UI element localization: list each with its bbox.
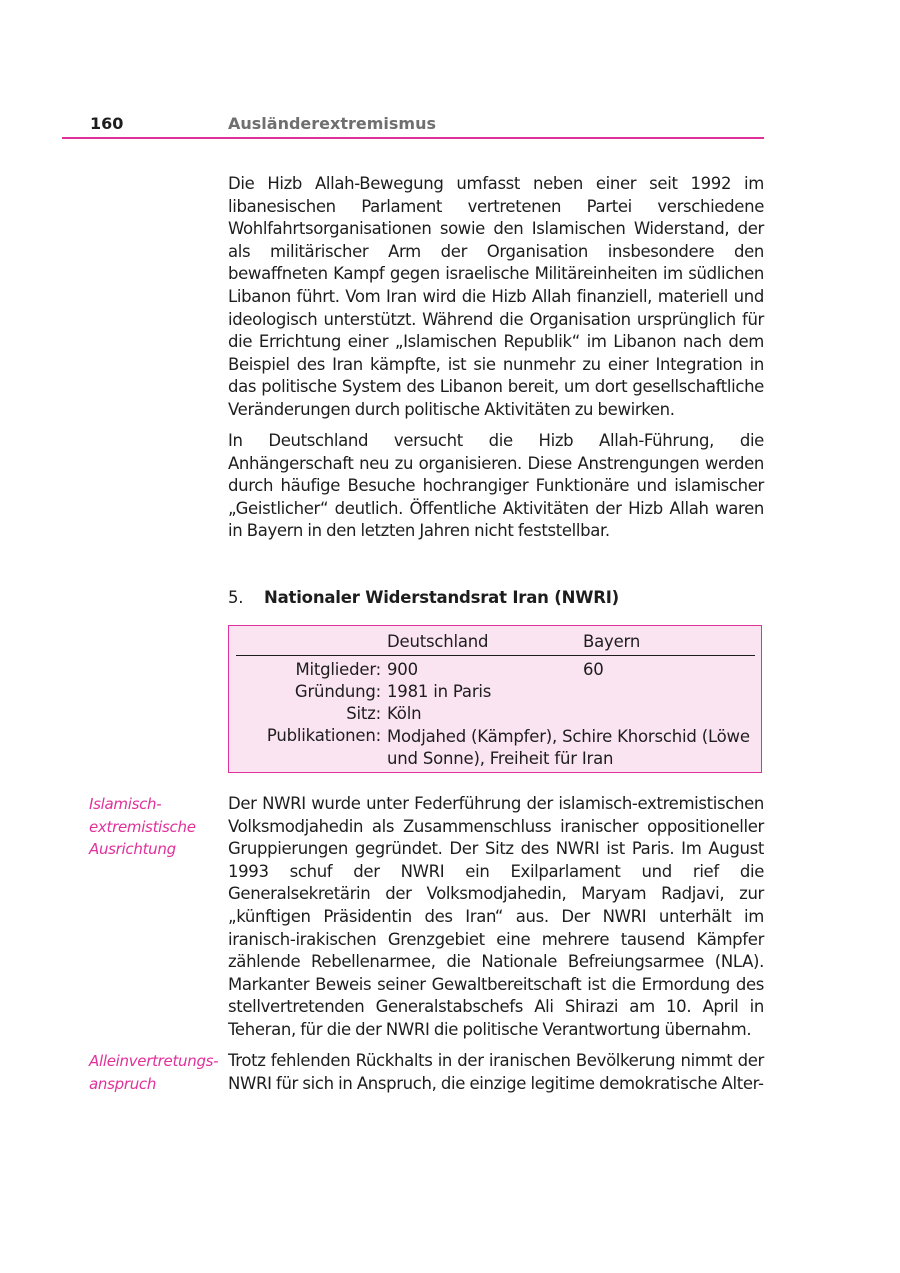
running-head: Ausländerextremismus <box>228 114 436 133</box>
paragraph-hizb-allah-1: Die Hizb Allah-Bewegung umfasst neben einer seit 1992 im libanesischen Parlament vertretenen Partei verschiedene Wohlfahrtsorganisationen sowie den Islamischen Widerstand, der als militärischer Arm der Organisation insbesondere den bewaffneten Kampf gegen israelische Militäreinheiten im südlichen Libanon führt. Vom Iran wird die Hizb Allah finanziell, materiell und ideologisch unterstützt. Während die Organisation ursprünglich für die Errichtung einer „Islamischen Republik“ im Libanon nach dem Beispiel des Iran kämpfte, ist sie nunmehr zu einer Integration in das politische System des Libanon bereit, um dort gesellschaftliche Veränderungen durch politische Aktivitäten zu bewirken. <box>228 174 764 419</box>
fact-box-rule <box>236 655 755 656</box>
fact-box <box>228 625 762 773</box>
column-header-bavaria: Bayern <box>583 632 641 651</box>
paragraph-hizb-allah-2: In Deutschland versucht die Hizb Allah-Führung, die Anhängerschaft neu zu organisieren. Diese Anstrengungen werden durch häufige Besuche hochrangiger Funktionäre und islamischer „Geistlicher“ deutlich. Öffentliche Aktivitäten der Hizb Allah waren in Bayern in den letzten Jahren nicht feststellbar. <box>228 431 764 541</box>
margin-note-sole-representation: Alleinvertretungs-anspruch <box>89 1052 219 1093</box>
members-label: Mitglieder: <box>295 660 381 679</box>
members-bavaria-value: 60 <box>583 660 604 679</box>
paragraph-nwri-2: Trotz fehlenden Rückhalts in der iranischen Bevölkerung nimmt der NWRI für sich in Anspruch, die einzige legitime demokratische Alter- <box>228 1051 764 1093</box>
margin-note-orientation: Islamisch-extremistische Ausrichtung <box>89 795 196 859</box>
section-heading <box>228 588 619 607</box>
publications-value: Modjahed (Kämpfer), Schire Khorschid (Löwe und Sonne), Freiheit für Iran <box>387 727 750 768</box>
publications-label: Publikationen: <box>266 726 381 745</box>
column-header-germany: Deutschland <box>387 632 489 651</box>
section-title: Nationaler Widerstandsrat Iran (NWRI) <box>264 588 619 607</box>
founded-label: Gründung: <box>294 682 381 701</box>
seat-value: Köln <box>387 704 422 723</box>
header-rule <box>62 137 764 139</box>
page-number: 160 <box>90 114 124 133</box>
members-germany-value: 900 <box>387 660 418 679</box>
founded-value: 1981 in Paris <box>387 682 492 701</box>
seat-label: Sitz: <box>346 704 381 723</box>
section-number: 5. <box>228 588 244 607</box>
paragraph-nwri-1: Der NWRI wurde unter Federführung der islamisch-extremistischen Volksmodjahedin als Zusammenschluss iranischer oppositioneller Gruppierungen gegründet. Der Sitz des NWRI ist Paris. Im August 1993 schuf der NWRI ein Exilparlament und rief die Generalsekretärin der Volksmodjahedin, Maryam Radjavi, zur „künftigen Präsidentin des Iran“ aus. Der NWRI unterhält im iranisch-irakischen Grenzgebiet eine mehrere tausend Kämpfer zählende Rebellenarmee, die Nationale Befreiungsarmee (NLA). Markanter Beweis seiner Gewaltbereitschaft ist die Ermordung des stellvertretenden Generalstabschefs Ali Shirazi am 10. April in Teheran, für die der NWRI die politische Verantwortung übernahm. <box>228 794 764 1039</box>
